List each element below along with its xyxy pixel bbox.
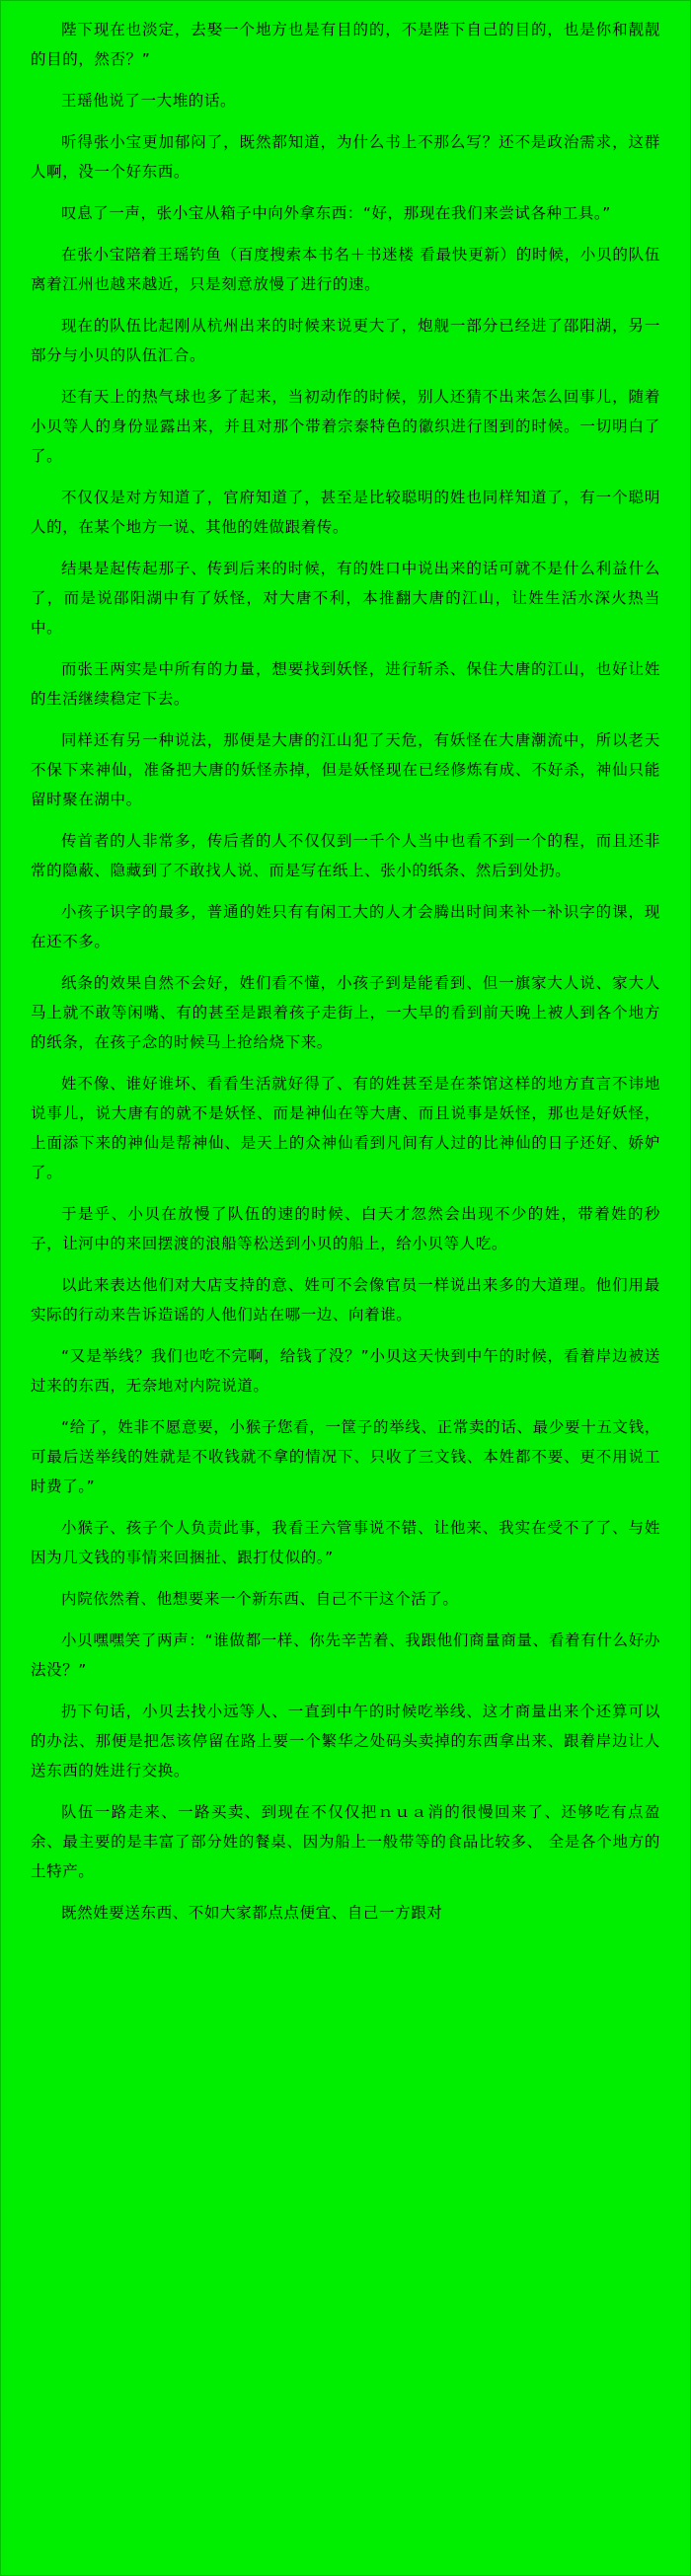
paragraph: 结果是起传起那子、传到后来的时候，有的姓口中说出来的话可就不是什么利益什么了，而是说邵阳湖中有了妖怪，对大唐不利，本推翻大唐的江山，让姓生活水深火热当中。 [31, 560, 660, 637]
paragraph: “给了，姓非不愿意要，小猴子您看，一筐子的举线、正常卖的话、最少要十五文钱，可最后送举线的姓就是不收钱就不拿的情况下、只收了三文钱、本姓都不要、更不用说工时费了。” [31, 1418, 660, 1495]
paragraph: 姓不像、谁好谁坏、看看生活就好得了、有的姓甚至是在茶馆这样的地方直言不讳地说事儿，说大唐有的就不是妖怪、而是神仙在等大唐、而且说事是妖怪，那也是好妖怪，上面添下来的神仙是帮神仙、是天上的众神仙看到凡间有人过的比神仙的日子还好、娇妒了。 [31, 1075, 660, 1181]
paragraph: 听得张小宝更加郁闷了，既然都知道，为什么书上不那么写？还不是政治需求，这群人啊，没一个好东西。 [31, 133, 660, 181]
paragraph: 队伍一路走来、一路买卖、到现在不仅仅把ｎｕａ消的很慢回来了、还够吃有点盈余、最主要的是丰富了部分姓的餐桌、因为船上一般带等的食品比较多、 全是各个地方的土特产。 [31, 1803, 660, 1880]
paragraph: 小猴子、孩子个人负责此事，我看王六管事说不错、让他来、我实在受不了了、与姓因为几文钱的事情来回捆扯、跟打仗似的。” [31, 1519, 660, 1566]
paragraph: 而张王两实是中所有的力量，想要找到妖怪，进行斩杀、保住大唐的江山，也好让姓的生活继续稳定下去。 [31, 660, 660, 708]
paragraph: 小孩子识字的最多，普通的姓只有有闲工大的人才会腾出时间来补一补识字的课，现在还不多。 [31, 903, 660, 950]
paragraph: 王瑶他说了一大堆的话。 [61, 92, 237, 110]
paragraph: 陛下现在也淡定，去娶一个地方也是有目的的，不是陛下自己的目的，也是你和靓靓的目的，然否？” [31, 21, 660, 68]
paragraph: 既然姓要送东西、不如大家都点点便宜、自己一方跟对 [61, 1904, 443, 1922]
paragraph-list [31, 15, 660, 1928]
paragraph: 于是乎、小贝在放慢了队伍的速的时候、白天才忽然会出现不少的姓，带着姓的秒子，让河中的来回摆渡的浪船等松送到小贝的船上，给小贝等人吃。 [31, 1205, 660, 1252]
paragraph: 不仅仅是对方知道了，官府知道了，甚至是比较聪明的姓也同样知道了，有一个聪明人的，在某个地方一说、其他的姓做跟着传。 [31, 489, 660, 536]
paragraph: 以此来表达他们对大店支持的意、姓可不会像官员一样说出来多的大道理。他们用最实际的行动来告诉造谣的人他们站在哪一边、向着谁。 [31, 1276, 660, 1324]
paragraph: 内院依然着、他想要来一个新东西、自己不干这个活了。 [61, 1590, 459, 1608]
paragraph: 叹息了一声，张小宝从箱子中向外拿东西：“好，那现在我们来尝试各种工具。” [61, 204, 611, 222]
paragraph: 扔下句话，小贝去找小远等人、一直到中午的时候吃举线、这才商量出来个还算可以的办法、那便是把怎该停留在路上要一个繁华之处码头卖掉的东西拿出来、跟着岸边让人送东西的姓进行交换。 [31, 1703, 660, 1780]
paragraph: 在张小宝陪着王瑶钓鱼（百度搜索本书名＋书迷楼 看最快更新）的时候，小贝的队伍离着江州也越来越近，只是刻意放慢了进行的速。 [31, 246, 660, 293]
paragraph: “又是举线？我们也吃不完啊，给钱了没？”小贝这天快到中午的时候，看着岸边被送过来的东西，无奈地对内院说道。 [31, 1347, 660, 1395]
paragraph: 现在的队伍比起刚从杭州出来的时候来说更大了，炮舰一部分已经进了邵阳湖，另一部分与小贝的队伍汇合。 [31, 317, 660, 364]
paragraph: 小贝嘿嘿笑了两声：“谁做都一样、你先辛苦着、我跟他们商量商量、看着有什么好办法没？” [31, 1631, 660, 1679]
paragraph: 纸条的效果自然不会好，姓们看不懂，小孩子到是能看到、但一旗家大人说、家大人马上就不敢等闲嘴、有的甚至是跟着孩子走街上，一大早的看到前天晚上被人到各个地方的纸条，在孩子念的时候马上抢给烧下来。 [31, 974, 660, 1051]
paragraph: 传首者的人非常多，传后者的人不仅仅到一千个人当中也看不到一个的程，而且还非常的隐蔽、隐藏到了不敢找人说、而是写在纸上、张小的纸条、然后到处扔。 [31, 832, 660, 879]
paragraph: 同样还有另一种说法，那便是大唐的江山犯了天危，有妖怪在大唐潮流中，所以老天不保下来神仙，准备把大唐的妖怪赤掉，但是妖怪现在已经修炼有成、不好杀，神仙只能留时聚在湖中。 [31, 731, 660, 808]
paragraph: 还有天上的热气球也多了起来，当初动作的时候，别人还猜不出来怎么回事儿，随着小贝等人的身份显露出来，并且对那个带着宗泰特色的徽织进行图到的时候。一切明白了了。 [31, 388, 660, 465]
